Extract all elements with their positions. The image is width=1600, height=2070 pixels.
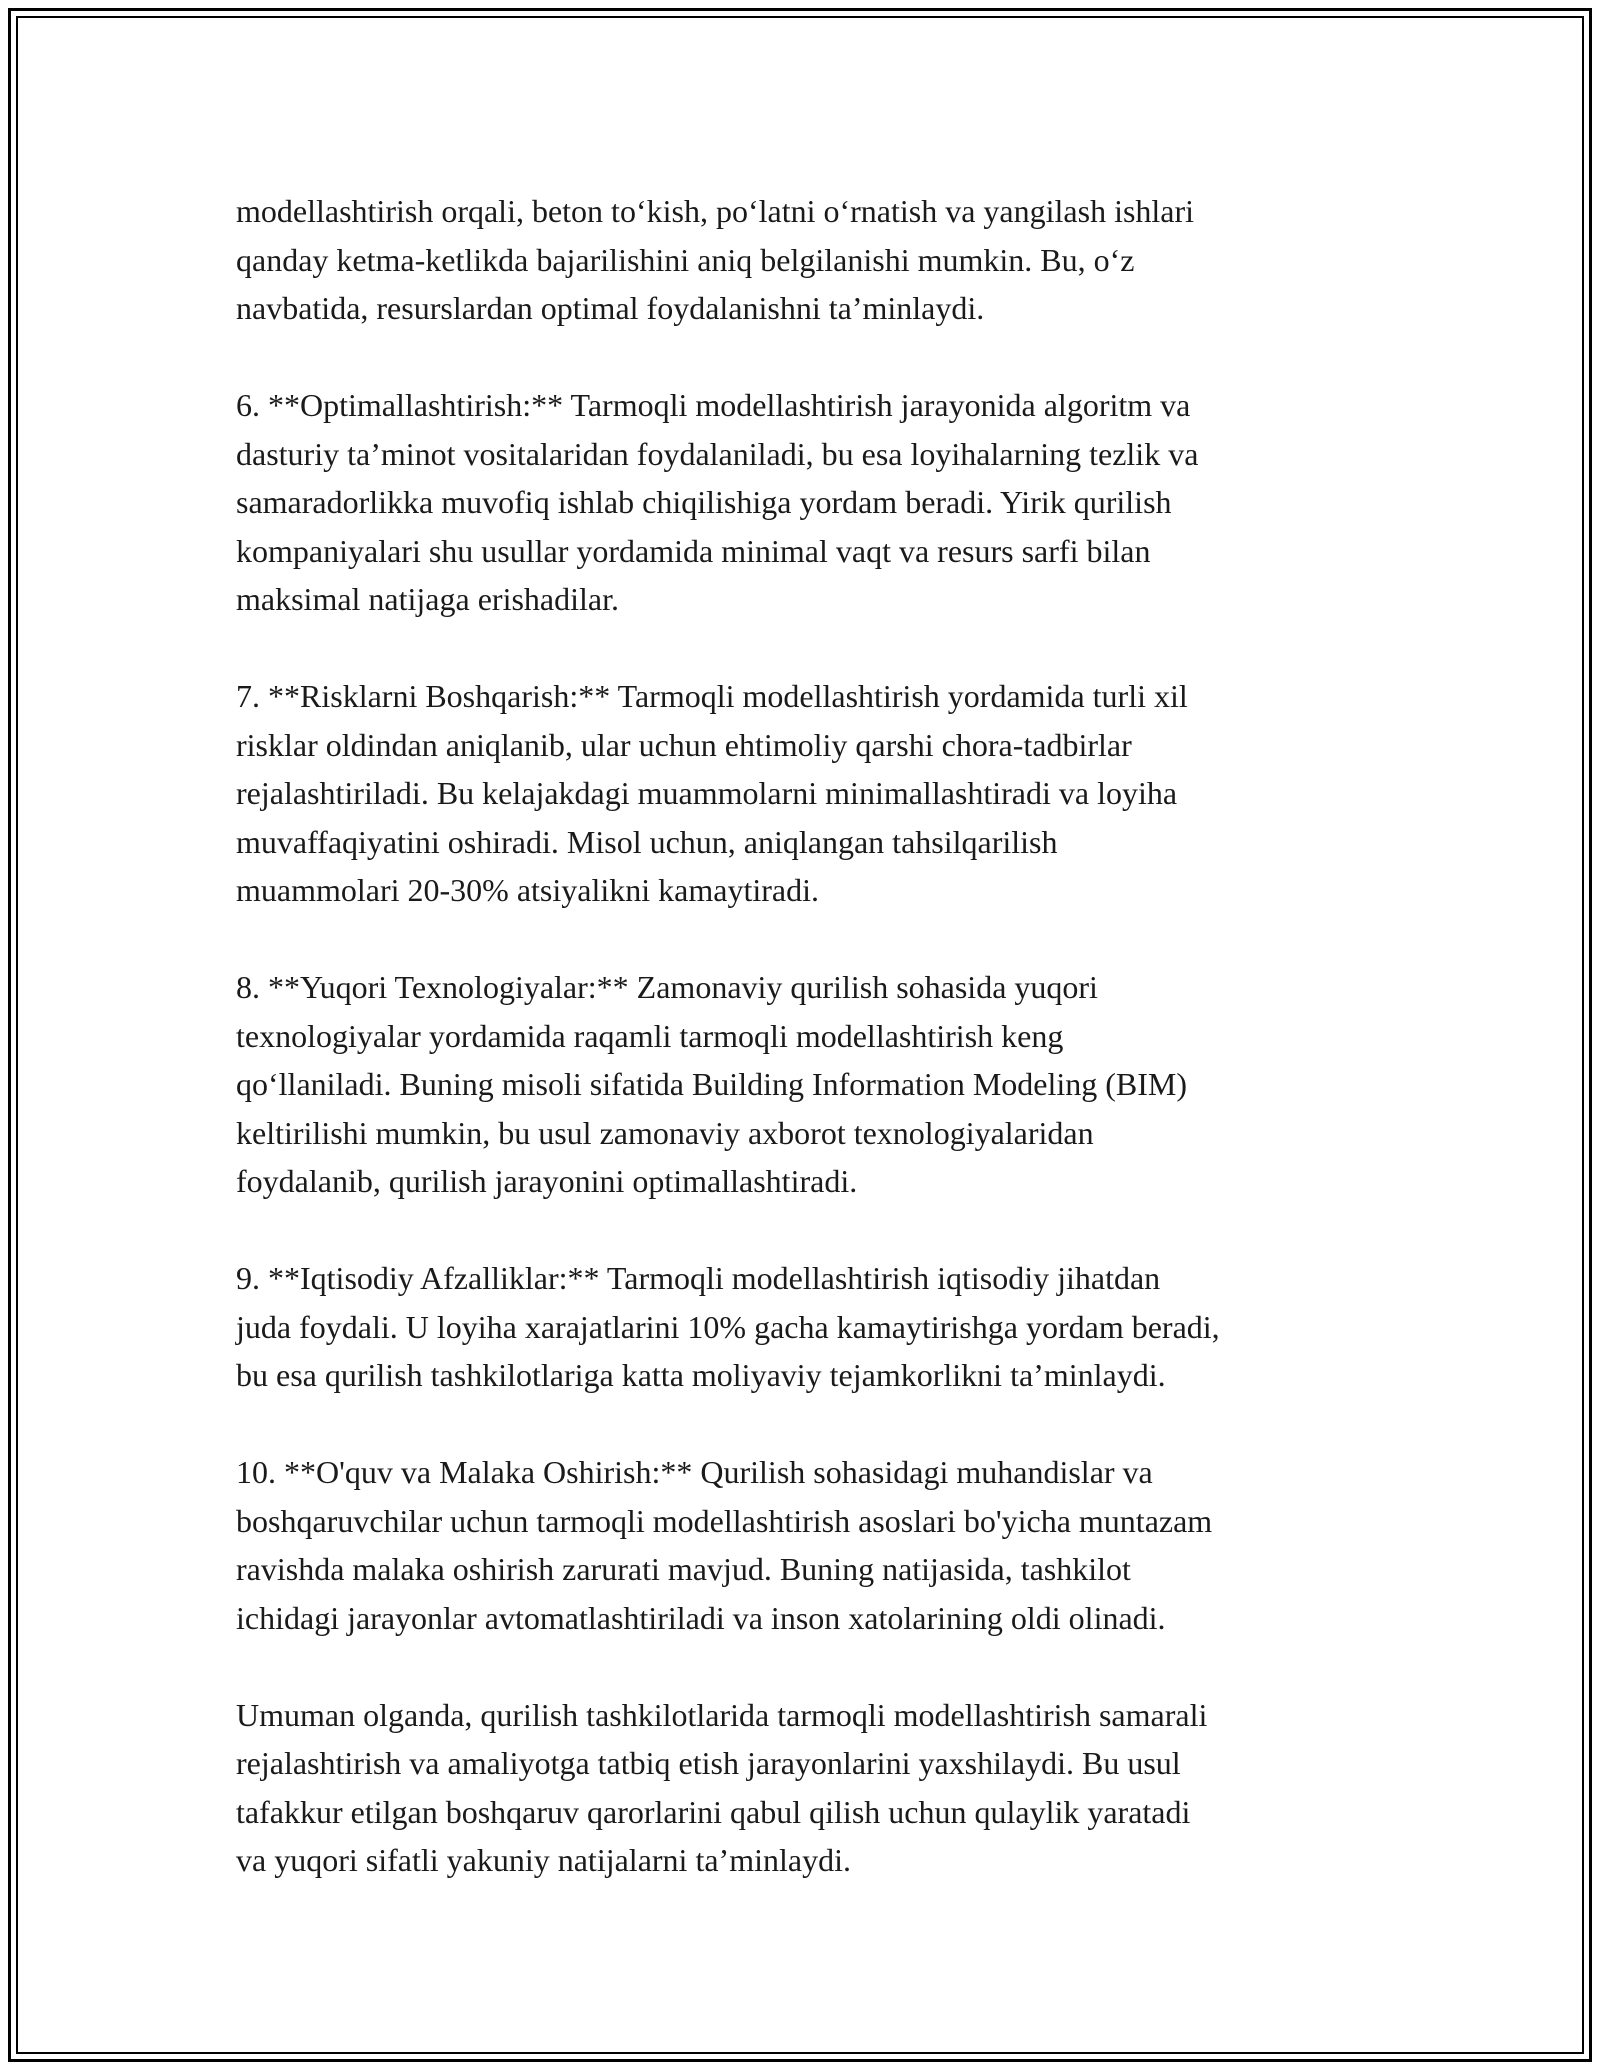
paragraph-item-9-economic-advantages: 9. **Iqtisodiy Afzalliklar:** Tarmoqli modellashtirish iqtisodiy jihatdan juda foydali. U loyiha xarajatlarini 10% gacha kamaytirishga yordam beradi, bu esa qurilish tashkilotlariga katta moliyaviy tejamkorlikni ta’minlaydi. [236, 1260, 1220, 1393]
paragraph-item-8-high-technologies: 8. **Yuqori Texnologiyalar:** Zamonaviy qurilish sohasida yuqori texnologiyalar yordamida raqamli tarmoqli modellashtirish keng qo‘llaniladi. Buning misoli sifatida Building Information Modeling (BIM) keltirilishi mumkin, bu usul zamonaviy axborot texnologiyalaridan foydalanib, qurilish jarayonini optimallashtiradi. [236, 969, 1188, 1199]
paragraph-conclusion: Umuman olganda, qurilish tashkilotlarida tarmoqli modellashtirish samarali rejalashtirish va amaliyotga tatbiq etish jarayonlarini yaxshilaydi. Bu usul tafakkur etilgan boshqaruv qarorlarini qabul qilish uchun qulaylik yaratadi va yuqori sifatli yakuniy natijalarni ta’minlaydi. [236, 1696, 1208, 1878]
document-body [236, 187, 1386, 1885]
paragraph-item-10-training: 10. **O'quv va Malaka Oshirish:** Qurilish sohasidagi muhandislar va boshqaruvchilar uchun tarmoqli modellashtirish asoslari bo'yicha muntazam ravishda malaka oshirish zarurati mavjud. Buning natijasida, tashkilot ichidagi jarayonlar avtomatlashtiriladi va inson xatolarining oldi olinadi. [236, 1454, 1213, 1636]
paragraph-continuation: modellashtirish orqali, beton to‘kish, po‘latni o‘rnatish va yangilash ishlari qanday ketma-ketlikda bajarilishini aniq belgilanishi mumkin. Bu, o‘z navbatida, resurslardan optimal foydalanishni ta’minlaydi. [236, 193, 1195, 326]
paragraph-item-7-risk-management: 7. **Risklarni Boshqarish:** Tarmoqli modellashtirish yordamida turli xil risklar oldindan aniqlanib, ular uchun ehtimoliy qarshi chora-tadbirlar rejalashtiriladi. Bu kelajakdagi muammolarni minimallashtiradi va loyiha muvaffaqiyatini oshiradi. Misol uchun, aniqlangan tahsilqarilish muammolari 20-30% atsiyalikni kamaytiradi. [236, 678, 1188, 908]
paragraph-item-6-optimization: 6. **Optimallashtirish:** Tarmoqli modellashtirish jarayonida algoritm va dasturiy ta’minot vositalaridan foydalaniladi, bu esa loyihalarning tezlik va samaradorlikka muvofiq ishlab chiqilishiga yordam beradi. Yirik qurilish kompaniyalari shu usullar yordamida minimal vaqt va resurs sarfi bilan maksimal natijaga erishadilar. [236, 387, 1199, 617]
